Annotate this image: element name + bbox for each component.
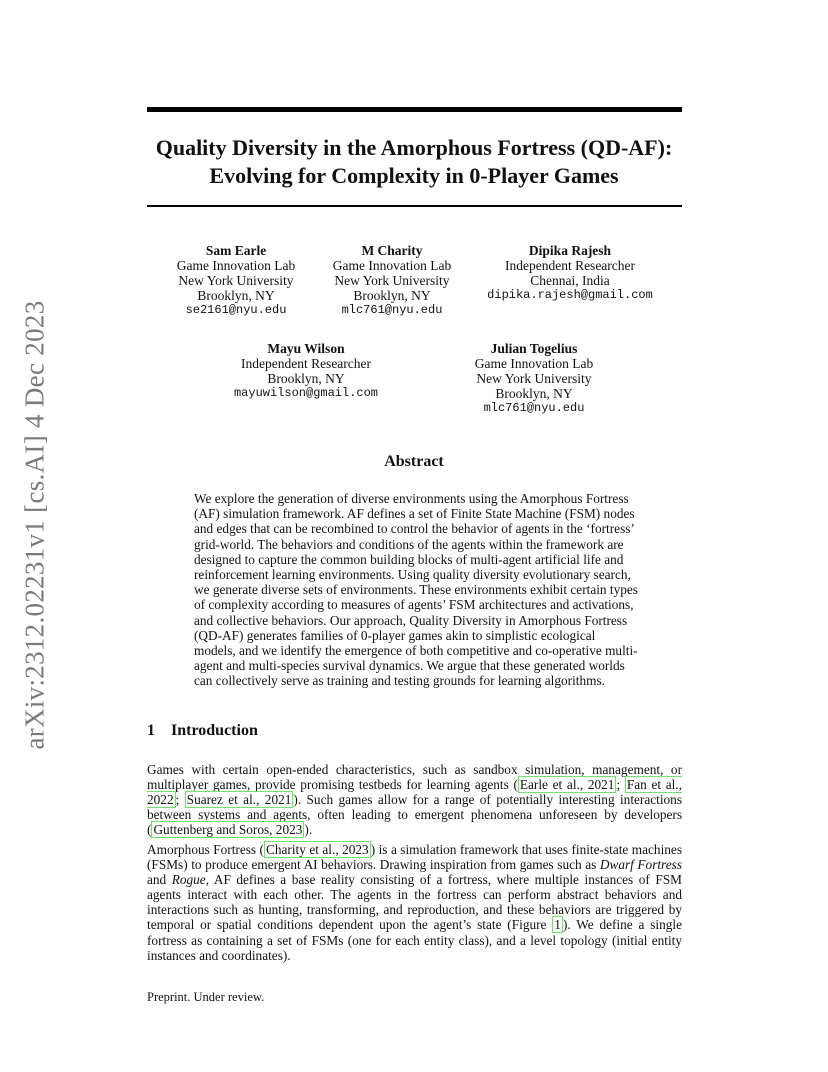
author-email: se2161@nyu.edu [185, 303, 287, 317]
paragraph-text: , AF defines a base reality consisting of a fortress, where multiple instances of FSM agents interact with each other. The agents in the fortress can perform abstract behaviors and interactions such as hunting, transforming, and reproduction, and these behaviors are triggered by temporal or spatial conditions dependent upon the agent’s state (Figure [147, 872, 682, 933]
author-location: Chennai, India [530, 273, 610, 288]
author-affiliation: New York University [334, 273, 450, 288]
author-email: dipika.rajesh@gmail.com [487, 288, 653, 302]
paragraph-text: ; [616, 777, 625, 793]
author-location: Brooklyn, NY [495, 386, 573, 401]
author-block-4 [220, 341, 392, 401]
author-affiliation: Independent Researcher [504, 258, 636, 273]
abstract-text: We explore the generation of diverse environments using the Amorphous Fortress (AF) simulation framework. AF defines a set of Finite State Machine (FSM) nodes and edges that can be recombined to control the behavior of agents in the ‘fortress’ grid-world. The behaviors and conditions of the agents within the framework are designed to capture the common building blocks of multi-agent artificial life and reinforcement learning environments. Using quality diversity evolutionary search, we generate diverse sets of environments. These environments exhibit certain types of complexity according to measures of agents’ FSM architectures and activations, and collective behaviors. Our approach, Quality Diversity in Amorphous Fortress (QD-AF) generates families of 0-player games akin to simplistic ecological models, and we identify the emergence of both competitive and co-operative multi-agent and multi-species survival dynamics. We argue that these generated worlds can collectively serve as training and testing grounds for learning algorithms. [194, 491, 638, 689]
citation-link[interactable]: Guttenberg and Soros, 2023 [153, 822, 303, 838]
author-block-3 [470, 243, 670, 303]
section-heading-introduction [147, 722, 258, 740]
paragraph-text: Games with certain open-ended characteristics, such as sandbox simulation, management, or multiplayer games, provide promising testbeds for learning agents ( [147, 762, 682, 793]
citation-link[interactable]: Fan et al., 2022 [147, 777, 682, 808]
paragraph-text: ; [175, 792, 185, 808]
author-block-1 [158, 243, 314, 318]
citation-link[interactable]: Earle et al., 2021 [519, 777, 615, 793]
paper-title [120, 134, 708, 190]
title-line-2: Evolving for Complexity in 0-Player Games [209, 163, 619, 188]
title-line-1: Quality Diversity in the Amorphous Fortress (QD-AF): [155, 135, 673, 160]
section-number: 1 [147, 722, 155, 739]
author-name: Julian Togelius [490, 341, 578, 356]
author-affiliation: New York University [476, 371, 592, 386]
author-email: mlc761@nyu.edu [483, 401, 585, 415]
paragraph-text: ) is a simulation framework that uses finite-state machines (FSMs) to produce emergent AI behaviors. Drawing inspiration from games such as [147, 842, 682, 873]
paragraph-text: and [147, 872, 172, 888]
author-name: M Charity [361, 243, 423, 258]
paragraph-text: Amorphous Fortress ( [147, 842, 264, 857]
author-affiliation: Game Innovation Lab [176, 258, 296, 273]
arxiv-identifier: arXiv:2312.02231v1 [cs.AI] 4 Dec 2023 [19, 300, 50, 750]
author-affiliation: Game Innovation Lab [332, 258, 452, 273]
paragraph-text: ). [304, 822, 313, 838]
section-title: Introduction [171, 722, 258, 739]
footer-note: Preprint. Under review. [147, 990, 265, 1004]
author-block-2 [314, 243, 470, 318]
author-affiliation: Independent Researcher [240, 356, 372, 371]
title-top-rule [147, 107, 682, 112]
author-name: Mayu Wilson [267, 341, 345, 356]
author-affiliation: Game Innovation Lab [474, 356, 594, 371]
intro-paragraph-2 [147, 842, 682, 963]
author-location: Brooklyn, NY [353, 288, 431, 303]
author-email: mayuwilson@gmail.com [233, 386, 379, 400]
citation-link[interactable]: Charity et al., 2023 [266, 842, 369, 857]
figure-reference-link[interactable]: 1 [554, 917, 561, 933]
author-name: Dipika Rajesh [528, 243, 612, 258]
title-bottom-rule [147, 205, 682, 207]
author-name: Sam Earle [205, 243, 267, 258]
author-location: Brooklyn, NY [267, 371, 345, 386]
paragraph-text: ). Such games allow for a range of potentially interesting interactions between systems and agents, often leading to emergent phenomena unforeseen by developers ( [147, 792, 683, 838]
paragraph-text: ). We define a single fortress as containing a set of FSMs (one for each entity class), and a level topology (initial entity instances and coordinates). [147, 917, 682, 963]
author-affiliation: New York University [178, 273, 294, 288]
game-title: Dwarf Fortress [599, 857, 682, 873]
abstract-heading: Abstract [384, 453, 444, 470]
author-location: Brooklyn, NY [197, 288, 275, 303]
intro-paragraph-1 [147, 762, 682, 837]
citation-link[interactable]: Suarez et al., 2021 [186, 792, 292, 808]
game-title: Rogue [171, 872, 206, 888]
author-block-5 [456, 341, 612, 416]
author-email: mlc761@nyu.edu [341, 303, 443, 317]
